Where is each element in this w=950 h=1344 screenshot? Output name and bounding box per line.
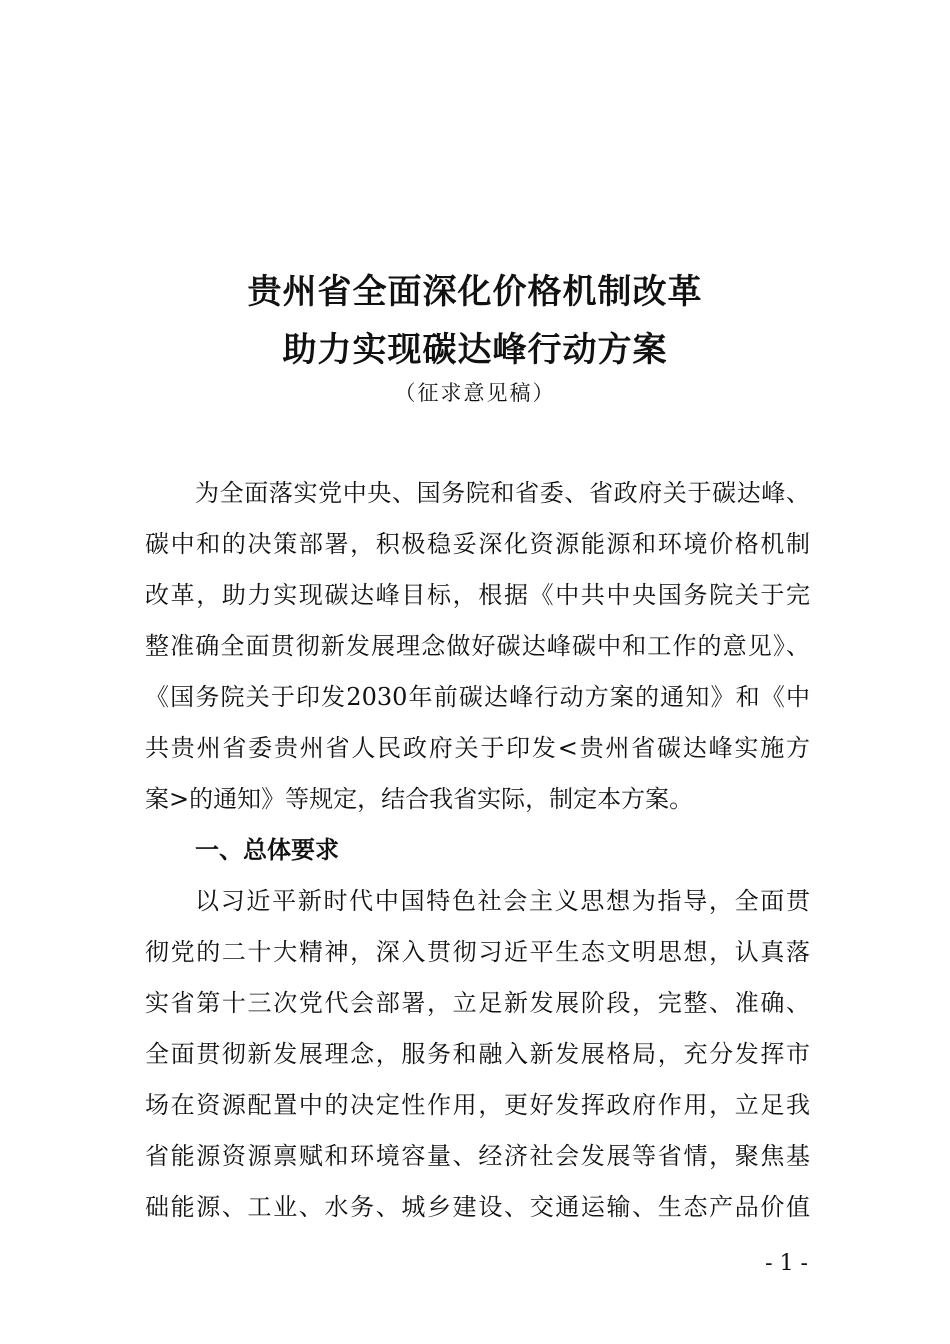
section-paragraph-line: 场在资源配置中的决定性作用，更好发挥政府作用，立足我 [145,1091,810,1119]
section-paragraph-line: 以习近平新时代中国特色社会主义思想为指导，全面贯 [195,887,810,915]
intro-paragraph-line: 整准确全面贯彻新发展理念做好碳达峰碳中和工作的意见》、 [145,632,810,660]
page-number: - 1 - [765,1251,808,1276]
intro-paragraph-line: 碳中和的决策部署，积极稳妥深化资源能源和环境价格机制 [145,530,810,558]
intro-paragraph-line: 改革，助力实现碳达峰目标，根据《中共中央国务院关于完 [145,581,810,609]
intro-paragraph-line: 共贵州省委贵州省人民政府关于印发<贵州省碳达峰实施方 [145,734,810,762]
section-paragraph-line: 彻党的二十大精神，深入贯彻习近平生态文明思想，认真落 [145,938,810,966]
document-title-line-1: 贵州省全面深化价格机制改革 [247,272,703,312]
document-body [145,468,810,1233]
section-paragraph-line: 实省第十三次党代会部署，立足新发展阶段，完整、准确、 [145,989,810,1017]
document-title-line-2: 助力实现碳达峰行动方案 [282,330,668,370]
intro-paragraph-line: 《国务院关于印发2030年前碳达峰行动方案的通知》和《中 [145,683,810,711]
intro-paragraph-line: 案>的通知》等规定，结合我省实际，制定本方案。 [145,785,694,813]
document-subtitle: （征求意见稿） [394,381,556,405]
section-heading-general-requirements: 一、总体要求 [195,836,339,864]
section-paragraph-line: 省能源资源禀赋和环境容量、经济社会发展等省情，聚焦基 [145,1142,810,1170]
section-paragraph-line: 全面贯彻新发展理念，服务和融入新发展格局，充分发挥市 [145,1040,810,1068]
section-paragraph-line: 础能源、工业、水务、城乡建设、交通运输、生态产品价值 [145,1193,810,1221]
intro-paragraph-line: 为全面落实党中央、国务院和省委、省政府关于碳达峰、 [195,479,810,507]
